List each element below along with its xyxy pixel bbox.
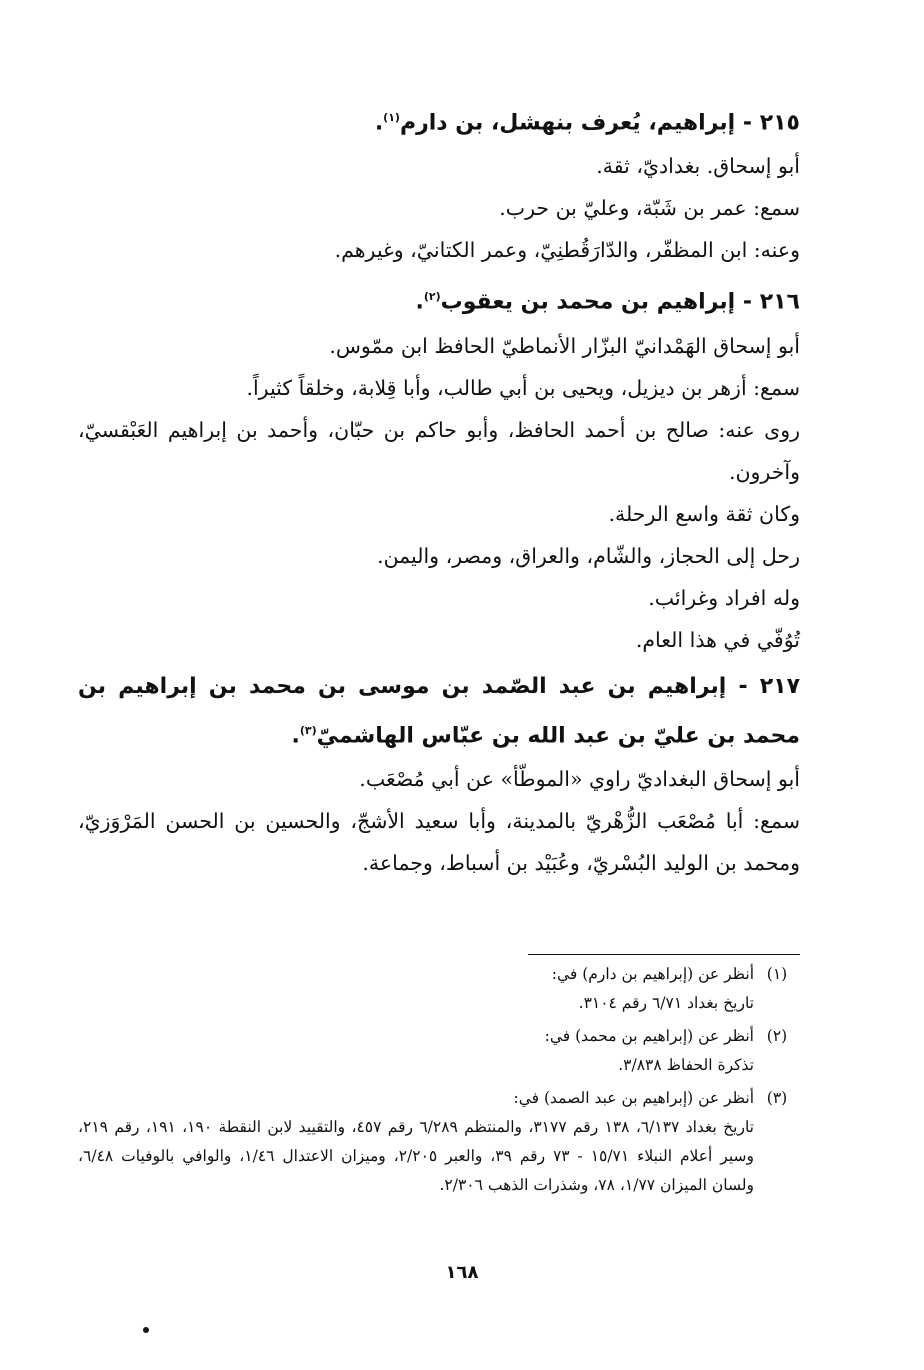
note-ref: (٢)	[423, 290, 441, 304]
entry-number: ٢١٥	[759, 110, 800, 136]
note-ref: (٣)	[299, 723, 317, 737]
footnote-number: (٢)	[766, 1027, 788, 1045]
entry-line: وله افراد وغرائب.	[648, 585, 800, 610]
entry-line: أبو إسحاق الهَمْدانيّ البزّار الأنماطيّ الحافظ ابن ممّوس.	[329, 333, 800, 358]
entry-number: ٢١٦	[759, 289, 800, 315]
main-text	[78, 96, 800, 884]
entry-line: سمع: أزهر بن ديزيل، ويحيى بن أبي طالب، وأبا قِلابة، وخلقاً كثيراً.	[246, 375, 800, 400]
footnotes	[78, 960, 800, 1204]
footnote-divider	[528, 954, 800, 955]
footnote-line: تاريخ بغداد ٦/٧١ رقم ٣١٠٤.	[578, 994, 754, 1012]
entry-line: روى عنه: صالح بن أحمد الحافظ، وأبو حاكم بن حبّان، وأحمد بن إبراهيم العَبْقسيّ، وآخرون.	[78, 417, 800, 484]
footnote	[78, 1084, 800, 1200]
entry-heading-216: ٢١٦ - إبراهيم بن محمد بن يعقوب$^{(٢)}$.	[415, 289, 800, 315]
footnote-line: أنظر عن (إبراهيم بن دارم) في:	[551, 965, 754, 983]
entry-title: إبراهيم، يُعرف بنهشل، بن دارم	[399, 110, 736, 136]
entry-line: أبو إسحاق. بغداديّ، ثقة.	[596, 154, 800, 179]
note-ref: (١)	[383, 111, 400, 124]
entry-line: أبو إسحاق البغداديّ راوي «الموطّأ» عن أبي مُصْعَب.	[359, 766, 800, 791]
entry-line: رحل إلى الحجاز، والشّام، والعراق، ومصر، واليمن.	[377, 543, 800, 568]
entry-heading-215: ٢١٥ - إبراهيم، يُعرف بنهشل، بن دارم$^{(١)}$.	[374, 110, 800, 136]
entry-line: تُوُفّي في هذا العام.	[635, 627, 800, 652]
footnote-number: (١)	[766, 965, 788, 983]
entry-heading-217: ٢١٧ - إبراهيم بن عبد الصّمد بن موسى بن محمد بن إبراهيم بن محمد بن عليّ بن عبد الله بن عبّاس الهاشميّ$^{(٣)}$.	[78, 673, 801, 748]
footnote-number: (٣)	[766, 1089, 788, 1107]
entry-title: إبراهيم بن محمد بن يعقوب	[440, 289, 736, 315]
entry-title: إبراهيم بن عبد الصّمد بن موسى بن محمد بن إبراهيم بن محمد بن عليّ بن عبد الله بن عبّاس الهاشميّ	[78, 673, 800, 748]
page-number: ١٦٨	[445, 1262, 479, 1283]
footnote-line: تذكرة الحفاظ ٣/٨٣٨.	[618, 1056, 754, 1074]
entry-number: ٢١٧	[759, 673, 801, 699]
ink-dot	[143, 1327, 149, 1333]
footnote	[78, 960, 800, 1018]
entry-line: سمع: عمر بن شَبّة، وعليّ بن حرب.	[499, 196, 800, 221]
entry-line: وكان ثقة واسع الرحلة.	[608, 501, 800, 526]
entry-line: وعنه: ابن المظفّر، والدّارَقُطنِيّ، وعمر الكتانيّ، وغيرهم.	[334, 238, 800, 263]
footnote-line: تاريخ بغداد ٦/١٣٧، ١٣٨ رقم ٣١٧٧، والمنتظم ٦/٢٨٩ رقم ٤٥٧، والتقييد لابن النقطة ١٩٠، ١٩١، رقم ٢١٩، وسير أعلام النبلاء ١٥/٧١ - ٧٣ رقم ٣٩، والعبر ٢/٢٠٥، وميزان الاعتدال ١/٤٦، والوافي بالوفيات ٦/٤٨، ولسان الميزان ١/٧٧، ٧٨، وشذرات الذهب ٢/٣٠٦.	[78, 1118, 754, 1194]
entry-line: سمع: أبا مُصْعَب الزُّهْريّ بالمدينة، وأبا سعيد الأشجّ، والحسين بن الحسن المَرْوَزيّ، ومحمد بن الوليد البُسْريّ، وعُبَيْد بن أسباط، وجماعة.	[78, 808, 800, 875]
footnote	[78, 1022, 800, 1080]
footnote-line: أنظر عن (إبراهيم بن عبد الصمد) في:	[513, 1089, 754, 1107]
footnote-line: أنظر عن (إبراهيم بن محمد) في:	[544, 1027, 754, 1045]
